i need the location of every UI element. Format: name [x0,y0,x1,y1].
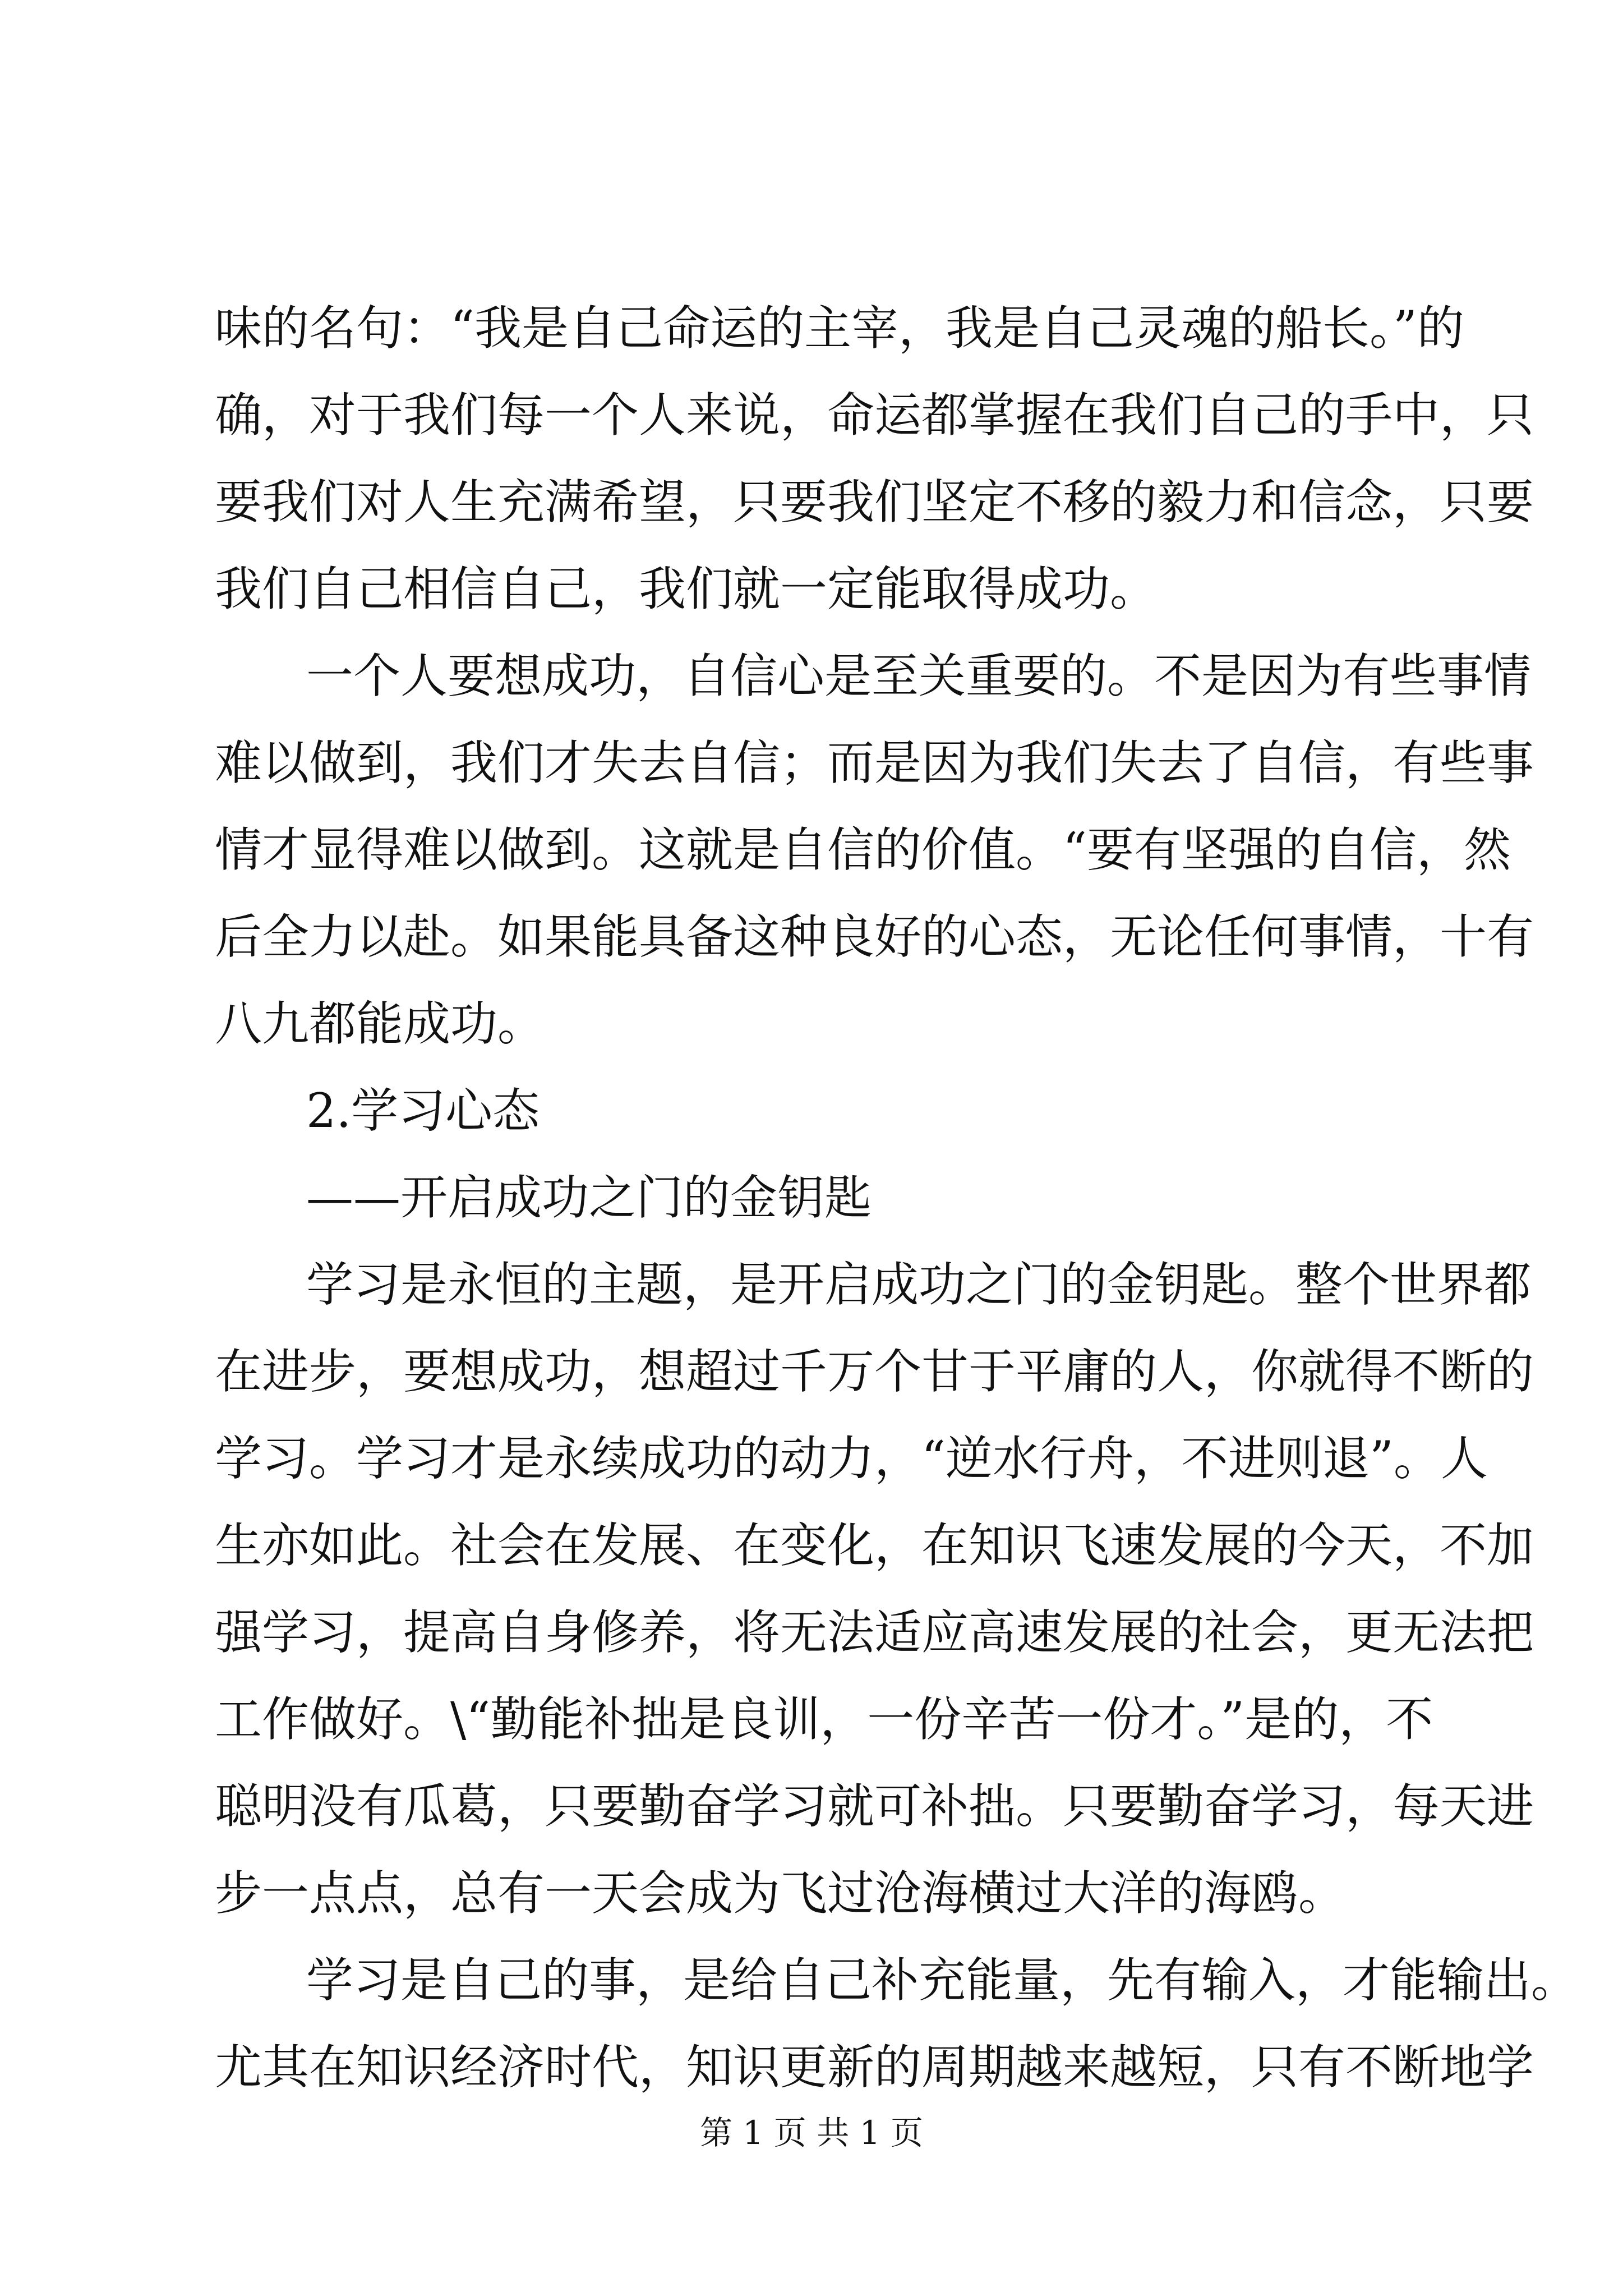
text-line: 我们自己相信自己，我们就一定能取得成功。 [215,562,1158,616]
paragraph-first-line: 学习是自己的事，是给自己补充能量，先有输入，才能输出。 [306,1953,1579,2008]
text-line: 味的名句：“我是自己命运的主宰，我是自己灵魂的船长。”的 [215,301,1464,356]
paragraph-first-line: 学习是永恒的主题，是开启成功之门的金钥匙。整个世界都 [306,1257,1532,1312]
text-line: 确，对于我们每一个人来说，命运都掌握在我们自己的手中，只 [215,388,1534,443]
text-line: 聪明没有瓜葛，只要勤奋学习就可补拙。只要勤奋学习，每天进 [215,1779,1534,1834]
document-body [215,285,1579,2111]
text-line: 生亦如此。社会在发展、在变化，在知识飞速发展的今天，不加 [215,1518,1534,1573]
text-line: 工作做好。\“勤能补拙是良训，一份辛苦一份才。”是的，不 [215,1692,1433,1747]
text-line: 强学习，提高自身修养，将无法适应高速发展的社会，更无法把 [215,1605,1534,1660]
section-subtitle: ——开启成功之门的金钥匙 [306,1170,872,1225]
text-line: 学习。学习才是永续成功的动力，“逆水行舟，不进则退”。人 [215,1431,1488,1486]
text-line: 要我们对人生充满希望，只要我们坚定不移的毅力和信念，只要 [215,475,1534,530]
text-line: 八九都能成功。 [215,996,545,1051]
section-heading: 2.学习心态 [306,1083,540,1138]
text-line: 后全力以赴。如果能具备这种良好的心态，无论任何事情，十有 [215,909,1534,964]
text-line: 难以做到，我们才失去自信；而是因为我们失去了自信，有些事 [215,735,1534,790]
text-line: 尤其在知识经济时代，知识更新的周期越来越短，只有不断地学 [215,2040,1534,2095]
text-line: 在进步，要想成功，想超过千万个甘于平庸的人，你就得不断的 [215,1344,1534,1399]
page-number-footer: 第 1 页 共 1 页 [700,2114,923,2152]
text-line: 情才显得难以做到。这就是自信的价值。“要有坚强的自信，然 [215,822,1511,877]
text-line: 步一点点，总有一天会成为飞过沧海横过大洋的海鸥。 [215,1866,1346,1921]
paragraph-first-line: 一个人要想成功，自信心是至关重要的。不是因为有些事情 [306,648,1532,703]
